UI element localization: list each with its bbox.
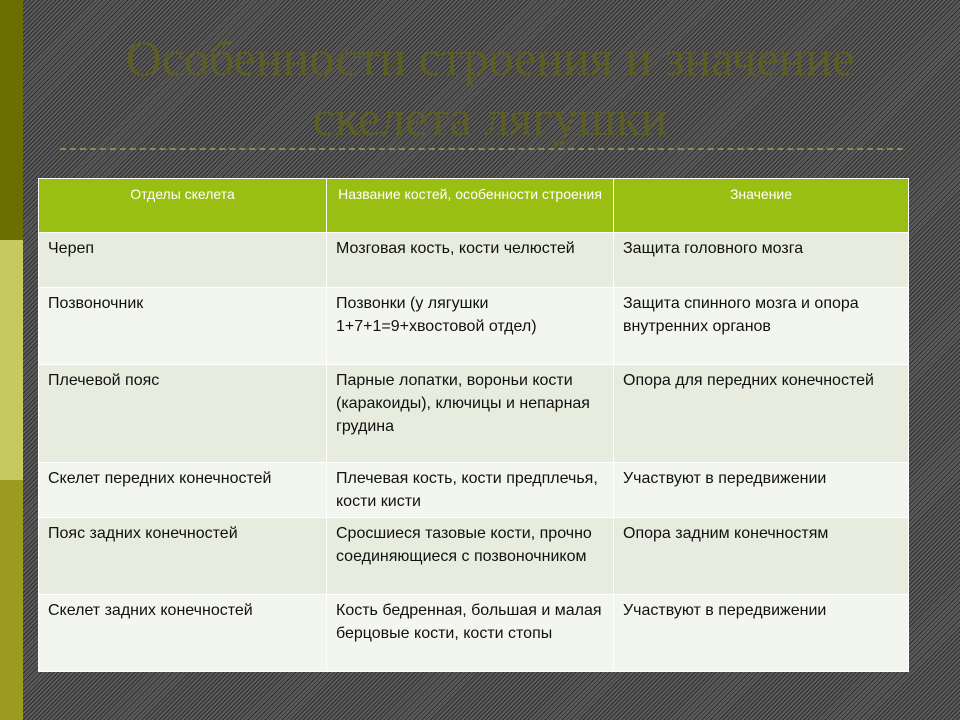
skeleton-table <box>38 178 909 672</box>
cell-bones: Мозговая кость, кости челюстей <box>327 233 614 288</box>
cell-section: Череп <box>39 233 327 288</box>
cell-bones: Плечевая кость, кости предплечья, кости кисти <box>327 463 614 518</box>
cell-significance: Защита головного мозга <box>614 233 909 288</box>
cell-bones: Сросшиеся тазовые кости, прочно соединяющиеся с позвоночником <box>327 518 614 595</box>
table-row <box>39 595 909 672</box>
cell-bones: Парные лопатки, вороньи кости (каракоиды), ключицы и непарная грудина <box>327 365 614 463</box>
cell-significance: Участвуют в передвижении <box>614 463 909 518</box>
header-significance: Значение <box>614 179 909 233</box>
table-row <box>39 518 909 595</box>
table-row <box>39 288 909 365</box>
header-bone-names: Название костей, особенности строения <box>327 179 614 233</box>
cell-bones: Позвонки (у лягушки 1+7+1=9+хвостовой отдел) <box>327 288 614 365</box>
left-accent-stripe-dark <box>0 0 23 240</box>
cell-section: Скелет задних конечностей <box>39 595 327 672</box>
cell-significance: Опора для передних конечностей <box>614 365 909 463</box>
cell-section: Пояс задних конечностей <box>39 518 327 595</box>
header-skeleton-sections: Отделы скелета <box>39 179 327 233</box>
title-divider <box>60 148 903 150</box>
cell-section: Плечевой пояс <box>39 365 327 463</box>
slide-title-line-2: скелета лягушки <box>312 90 668 146</box>
table-row <box>39 233 909 288</box>
cell-significance: Участвуют в передвижении <box>614 595 909 672</box>
left-accent-stripe-light <box>0 240 23 480</box>
cell-significance: Защита спинного мозга и опора внутренних органов <box>614 288 909 365</box>
table-row <box>39 365 909 463</box>
cell-significance: Опора задним конечностям <box>614 518 909 595</box>
cell-bones: Кость бедренная, большая и малая берцовые кости, кости стопы <box>327 595 614 672</box>
cell-section: Скелет передних конечностей <box>39 463 327 518</box>
left-accent-stripe-mid <box>0 480 23 720</box>
table-row <box>39 463 909 518</box>
table-header-row <box>39 179 909 233</box>
slide-title <box>60 28 920 148</box>
cell-section: Позвоночник <box>39 288 327 365</box>
slide-title-line-1: Особенности строения и значение <box>125 30 855 86</box>
